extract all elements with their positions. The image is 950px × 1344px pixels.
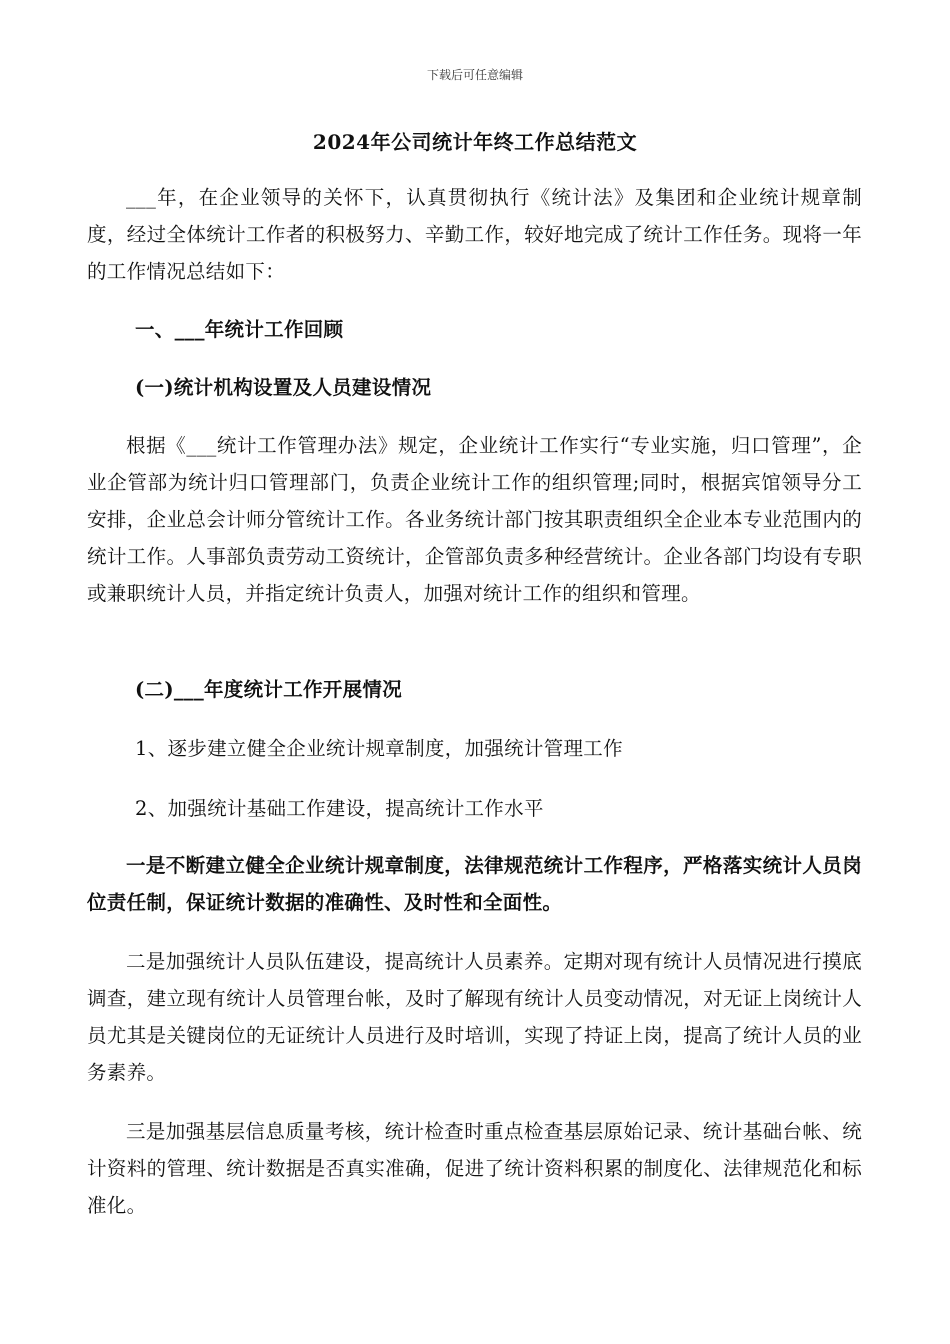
section-heading-1: 一、___年统计工作回顾 — [135, 318, 344, 341]
intro-paragraph: ___年，在企业领导的关怀下，认真贯彻执行《统计法》及集团和企业统计规章制度，经过全体统计工作者的积极努力、辛勤工作，较好地完成了统计工作任务。现将一年的工作情况总结如下： — [87, 186, 862, 283]
page-header-note: 下载后可任意编辑 — [426, 68, 523, 82]
list-item-1: 1、逐步建立健全企业统计规章制度，加强统计管理工作 — [135, 737, 623, 760]
point-2-paragraph: 二是加强统计人员队伍建设，提高统计人员素养。定期对现有统计人员情况进行摸底调查，建立现有统计人员管理台帐，及时了解现有统计人员变动情况，对无证上岗统计人员尤其是关键岗位的无证统计人员进行及时培训，实现了持证上岗，提高了统计人员的业务素养。 — [87, 950, 862, 1084]
list-item-2: 2、加强统计基础工作建设，提高统计工作水平 — [135, 797, 544, 820]
subsection-heading-2: (二)___年度统计工作开展情况 — [135, 678, 403, 701]
document-title: 2024年公司统计年终工作总结范文 — [312, 130, 638, 154]
point-3-paragraph: 三是加强基层信息质量考核，统计检查时重点检查基层原始记录、统计基础台帐、统计资料的管理、统计数据是否真实准确，促进了统计资料积累的制度化、法律规范化和标准化。 — [87, 1120, 862, 1217]
subsection-1-paragraph: 根据《___统计工作管理办法》规定，企业统计工作实行“专业实施，归口管理”，企业企管部为统计归口管理部门，负责企业统计工作的组织管理;同时，根据宾馆领导分工安排，企业总会计师分管统计工作。各业务统计部门按其职责组织全企业本专业范围内的统计工作。人事部负责劳动工资统计，企管部负责多种经营统计。企业各部门均设有专职或兼职统计人员，并指定统计负责人，加强对统计工作的组织和管理。 — [87, 434, 862, 605]
point-1-paragraph: 一是不断建立健全企业统计规章制度，法律规范统计工作程序，严格落实统计人员岗位责任制，保证统计数据的准确性、及时性和全面性。 — [87, 854, 862, 914]
subsection-heading-1: (一)统计机构设置及人员建设情况 — [135, 376, 432, 399]
